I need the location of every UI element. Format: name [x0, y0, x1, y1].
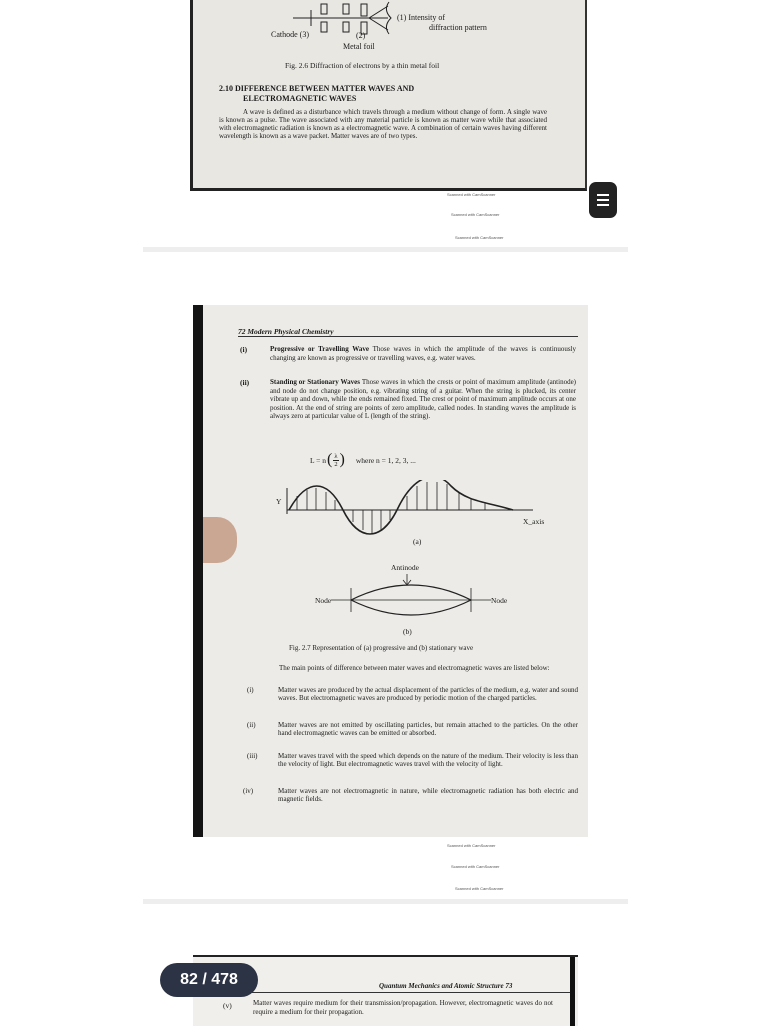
camscanner-watermark: Scanned with CamScanner [455, 886, 504, 891]
page-separator [143, 899, 628, 904]
differences-intro: The main points of difference between mater waves and electromagnetic waves are listed below: [279, 664, 550, 672]
item-title: Standing or Stationary Waves [270, 378, 360, 386]
difference-item: Matter waves travel with the speed which depends on the nature of the medium. Their velocity is less than the velocity of light. But electromagnetic waves travel with the velocity of light. [278, 752, 578, 769]
menu-button[interactable] [589, 182, 617, 218]
x-axis-label: X_axis [523, 517, 545, 526]
difference-number: (i) [247, 686, 254, 694]
item-text: Those waves in which the amplitude of the waves is continuously changing are known as progressive or travelling waves, e.g. water waves. [270, 345, 576, 362]
formula-rhs: where n = 1, 2, 3, ... [355, 455, 416, 465]
cathode-label: Cathode (3) [271, 30, 309, 39]
list-item [270, 378, 576, 421]
item-title: Progressive or Travelling Wave [270, 345, 369, 353]
progressive-wave-diagram [273, 480, 563, 540]
page-separator [143, 247, 628, 252]
menu-icon [597, 193, 609, 207]
section-title-line-2: ELECTROMAGNETIC WAVES [243, 94, 357, 103]
difference-number: (iii) [247, 752, 258, 760]
antinode-label: Antinode [391, 563, 419, 572]
item-number: (v) [223, 1001, 232, 1010]
camscanner-watermark: Scanned with CamScanner [447, 192, 496, 197]
figure-caption: Fig. 2.7 Representation of (a) progressive and (b) stationary wave [289, 644, 474, 652]
section-title: 2.10 DIFFERENCE BETWEEN MATTER WAVES AND [219, 84, 415, 93]
metal-foil-label: Metal foil [343, 42, 375, 51]
page-indicator: 82 / 478 [160, 963, 258, 997]
formula-lhs: L = n [310, 455, 327, 465]
page-header: 72 Modern Physical Chemistry [238, 327, 334, 336]
scanned-page-2 [193, 305, 588, 837]
camscanner-watermark: Scanned with CamScanner [451, 212, 500, 217]
item-text: Those waves in which the crests or point of maximum amplitude (antinode) and node do not change position, e.g. vibrating string of a guitar. When the string is plucked, its center vibrate up and down, while the ends remained fixed. The crest or point of maximum amplitude occurs at one position. At the end of string are points of zero amplitude, called nodes. In standing waves the amplitude is always zero at particular value of L (length of the string). [270, 378, 577, 420]
page-header: Quantum Mechanics and Atomic Structure 73 [379, 982, 513, 990]
item-number: (ii) [240, 378, 250, 387]
camscanner-watermark: Scanned with CamScanner [451, 864, 500, 869]
difference-item: Matter waves are not electromagnetic in nature, while electromagnetic radiation has both electric and magnetic fields. [278, 787, 578, 804]
intensity-label-2: diffraction pattern [429, 23, 487, 32]
list-item [270, 345, 576, 362]
difference-number: (iv) [243, 787, 254, 795]
header-rule [238, 336, 578, 337]
difference-item: Matter waves are produced by the actual displacement of the particles of the medium, e.g. water and sound waves. But electromagnetic waves are produced by periodic motion of the charged particles. [278, 686, 578, 703]
item-text: Matter waves require medium for their transmission/propagation. However, electromagnetic waves do not require a medium for their propagation. [253, 999, 553, 1016]
difference-number: (ii) [247, 721, 256, 729]
electron-diffraction-diagram [193, 0, 585, 56]
section-paragraph: A wave is defined as a disturbance which travels through a medium without change of form. A single wave is known as a pulse. The wave associated with any material particle is known as matter wave while that associated with electromagnetic radiation is known as a electromagnetic wave. A combination of certain waves having different wavelength is known as a wave packet. Matter waves are of two types. [219, 108, 547, 141]
camscanner-watermark: Scanned with CamScanner [455, 235, 504, 240]
formula: L = n ( $\frac{\lambda}{2}$ ) where n = 1, 2, 3, ... [310, 451, 416, 468]
node-label-right: Node [491, 596, 508, 605]
subfigure-label: (a) [413, 537, 422, 546]
camscanner-watermark: Scanned with CamScanner [447, 843, 496, 848]
y-axis-label: Y [276, 497, 282, 506]
item-number: (i) [240, 345, 248, 354]
page-edge [570, 957, 575, 1026]
fraction-numerator: λ [334, 452, 338, 460]
foil-number-label: (2) [356, 31, 366, 40]
scanned-page-1 [190, 0, 587, 191]
intensity-label: (1) Intensity of [397, 13, 445, 22]
figure-caption: Fig. 2.6 Diffraction of electrons by a thin metal foil [285, 61, 440, 70]
subfigure-label: (b) [403, 627, 412, 636]
node-label-left: Node [315, 596, 332, 605]
scan-thumb [193, 517, 237, 563]
difference-item: Matter waves are not emitted by oscillating particles, but remain attached to the particles. On the other hand electromagnetic waves can be emitted or absorbed. [278, 721, 578, 738]
fraction-denominator: 2 [334, 460, 338, 468]
